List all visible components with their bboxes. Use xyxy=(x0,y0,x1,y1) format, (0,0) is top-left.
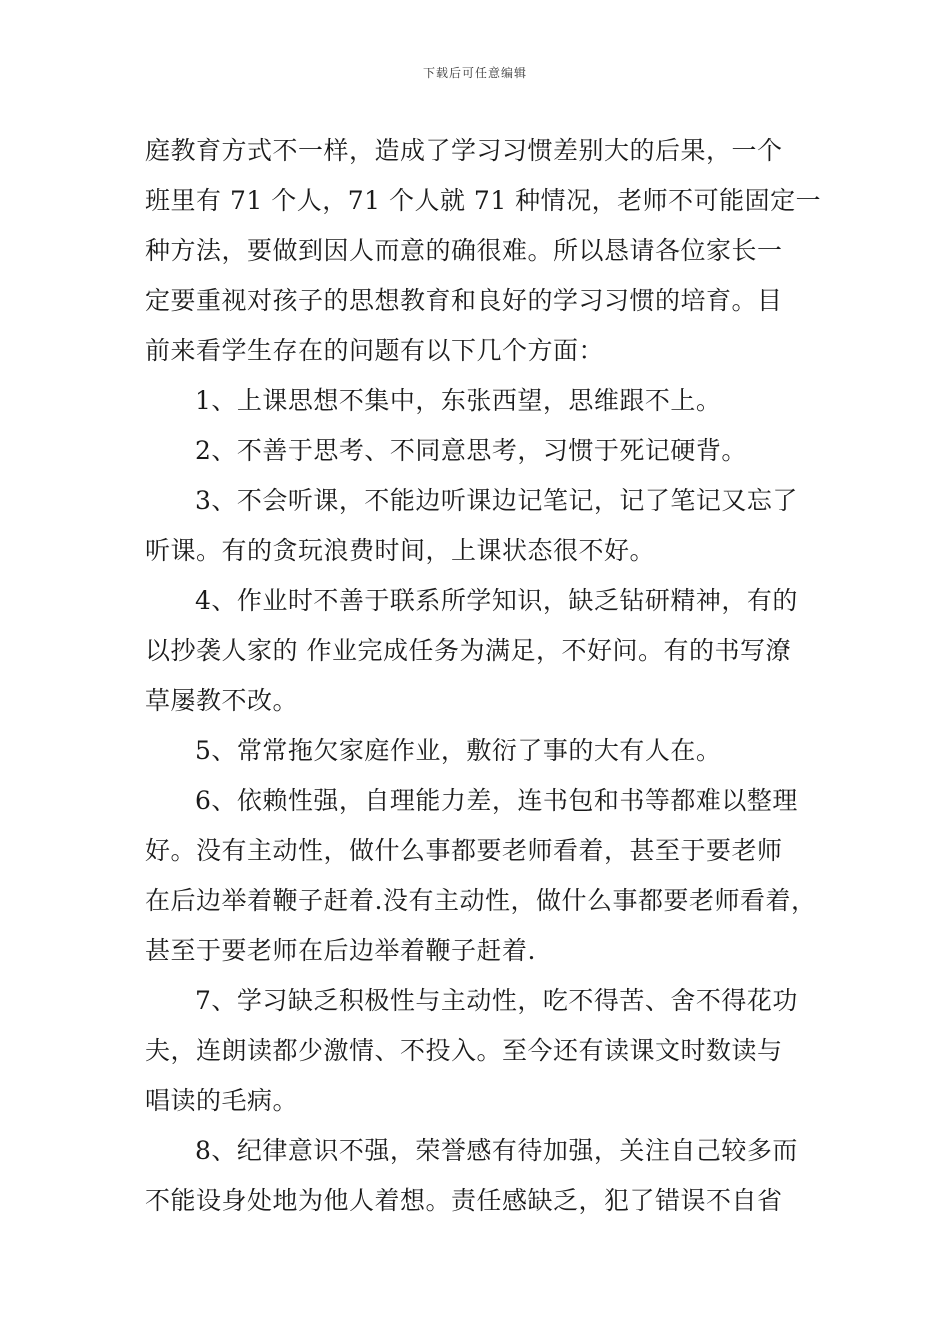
text-line: 草屡教不改。 xyxy=(145,686,299,715)
text-line: 好。没有主动性，做什么事都要老师看着，甚至于要老师 xyxy=(145,836,783,865)
text-line: 甚至于要老师在后边举着鞭子赶着. xyxy=(145,936,536,965)
text-line: 在后边举着鞭子赶着.没有主动性，做什么事都要老师看着， xyxy=(145,886,817,915)
text-line: 种方法，要做到因人而意的确很难。所以恳请各位家长一 xyxy=(145,236,783,265)
text-line: 定要重视对孩子的思想教育和良好的学习习惯的培育。目 xyxy=(145,286,783,315)
list-item-1: 1、上课思想不集中，东张西望，思维跟不上。 xyxy=(195,386,722,415)
text-line: 听课。有的贪玩浪费时间，上课状态很不好。 xyxy=(145,536,656,565)
text-line: 班里有 71 个人，71 个人就 71 种情况，老师不可能固定一 xyxy=(145,186,822,215)
text-line: 以抄袭人家的 作业完成任务为满足，不好问。有的书写潦 xyxy=(145,636,791,665)
text-line: 唱读的毛病。 xyxy=(145,1086,299,1115)
list-item-8: 8、纪律意识不强，荣誉感有待加强，关注自己较多而 xyxy=(195,1136,798,1165)
list-item-7: 7、学习缺乏积极性与主动性，吃不得苦、舍不得花功 xyxy=(195,986,798,1015)
list-item-4: 4、作业时不善于联系所学知识，缺乏钻研精神，有的 xyxy=(195,586,798,615)
list-item-2: 2、不善于思考、不同意思考，习惯于死记硬背。 xyxy=(195,436,747,465)
list-item-5: 5、常常拖欠家庭作业，敷衍了事的大有人在。 xyxy=(195,736,722,765)
document-body xyxy=(145,126,825,1226)
list-item-6: 6、依赖性强，自理能力差，连书包和书等都难以整理 xyxy=(195,786,798,815)
text-line: 不能设身处地为他人着想。责任感缺乏，犯了错误不自省 xyxy=(145,1186,783,1215)
text-line: 前来看学生存在的问题有以下几个方面： xyxy=(145,336,605,365)
text-line: 庭教育方式不一样，造成了学习习惯差别大的后果，一个 xyxy=(145,136,783,165)
page-header: 下载后可任意编辑 xyxy=(422,66,527,80)
text-line: 夫，连朗读都少激情、不投入。至今还有读课文时数读与 xyxy=(145,1036,783,1065)
list-item-3: 3、不会听课，不能边听课边记笔记，记了笔记又忘了 xyxy=(195,486,798,515)
